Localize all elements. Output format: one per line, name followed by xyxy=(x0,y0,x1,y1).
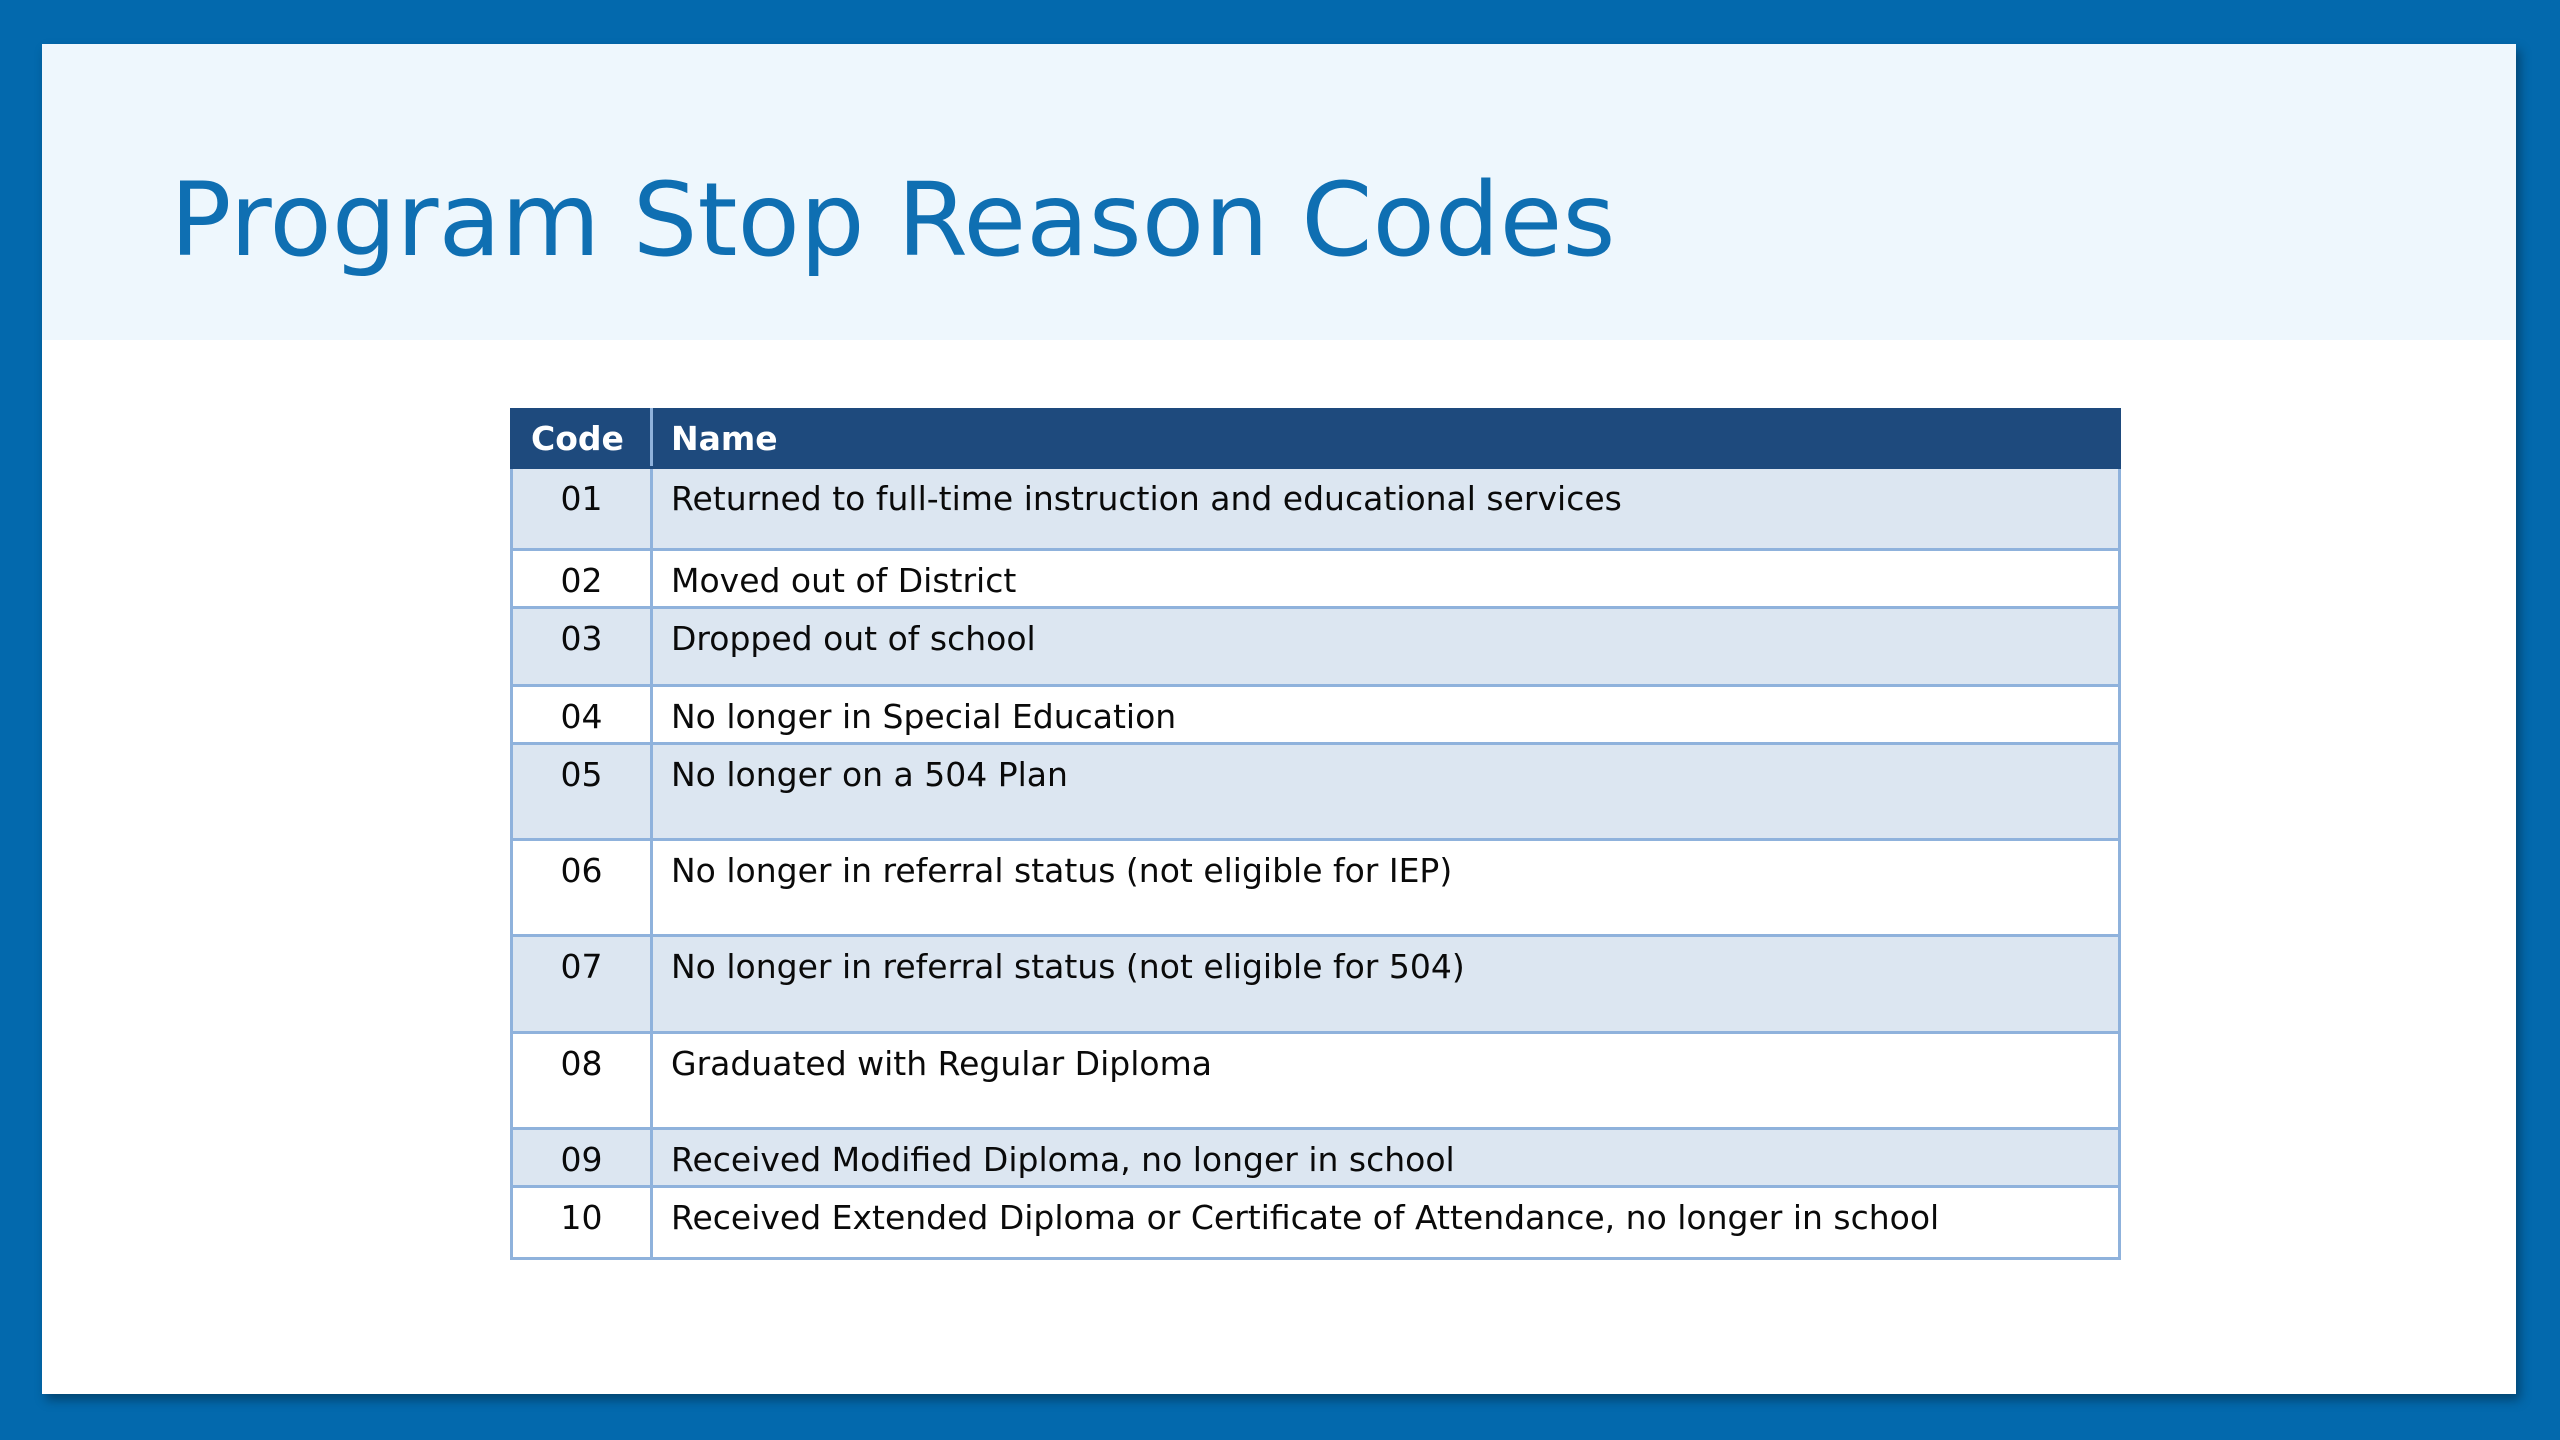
table-row xyxy=(512,744,2120,840)
row-name: Returned to full-time instruction and educational services xyxy=(652,468,2120,550)
row-code: 03 xyxy=(512,608,652,686)
table-row xyxy=(512,468,2120,550)
row-name: Graduated with Regular Diploma xyxy=(652,1033,2120,1129)
row-code: 06 xyxy=(512,840,652,936)
table-row xyxy=(512,1187,2120,1259)
header-name: Name xyxy=(652,410,2120,468)
reason-codes-table xyxy=(510,408,2121,1260)
row-code: 07 xyxy=(512,936,652,1033)
row-code: 02 xyxy=(512,550,652,608)
row-name: No longer in referral status (not eligible for IEP) xyxy=(652,840,2120,936)
row-name: Moved out of District xyxy=(652,550,2120,608)
table-row xyxy=(512,550,2120,608)
reason-codes-table-container xyxy=(510,408,2118,1260)
slide-title: Program Stop Reason Codes xyxy=(170,161,1616,280)
row-code: 09 xyxy=(512,1129,652,1187)
table-row xyxy=(512,686,2120,744)
row-name: No longer in referral status (not eligible for 504) xyxy=(652,936,2120,1033)
row-name: No longer on a 504 Plan xyxy=(652,744,2120,840)
table-header-row xyxy=(512,410,2120,468)
row-name: Received Extended Diploma or Certificate of Attendance, no longer in school xyxy=(652,1187,2120,1259)
table-row xyxy=(512,840,2120,936)
row-name: Received Modified Diploma, no longer in school xyxy=(652,1129,2120,1187)
row-name: Dropped out of school xyxy=(652,608,2120,686)
header-code: Code xyxy=(512,410,652,468)
row-code: 08 xyxy=(512,1033,652,1129)
row-name: No longer in Special Education xyxy=(652,686,2120,744)
table-row xyxy=(512,936,2120,1033)
row-code: 10 xyxy=(512,1187,652,1259)
table-row xyxy=(512,1033,2120,1129)
slide xyxy=(42,44,2516,1394)
row-code: 04 xyxy=(512,686,652,744)
table-row xyxy=(512,608,2120,686)
row-code: 01 xyxy=(512,468,652,550)
row-code: 05 xyxy=(512,744,652,840)
table-row xyxy=(512,1129,2120,1187)
